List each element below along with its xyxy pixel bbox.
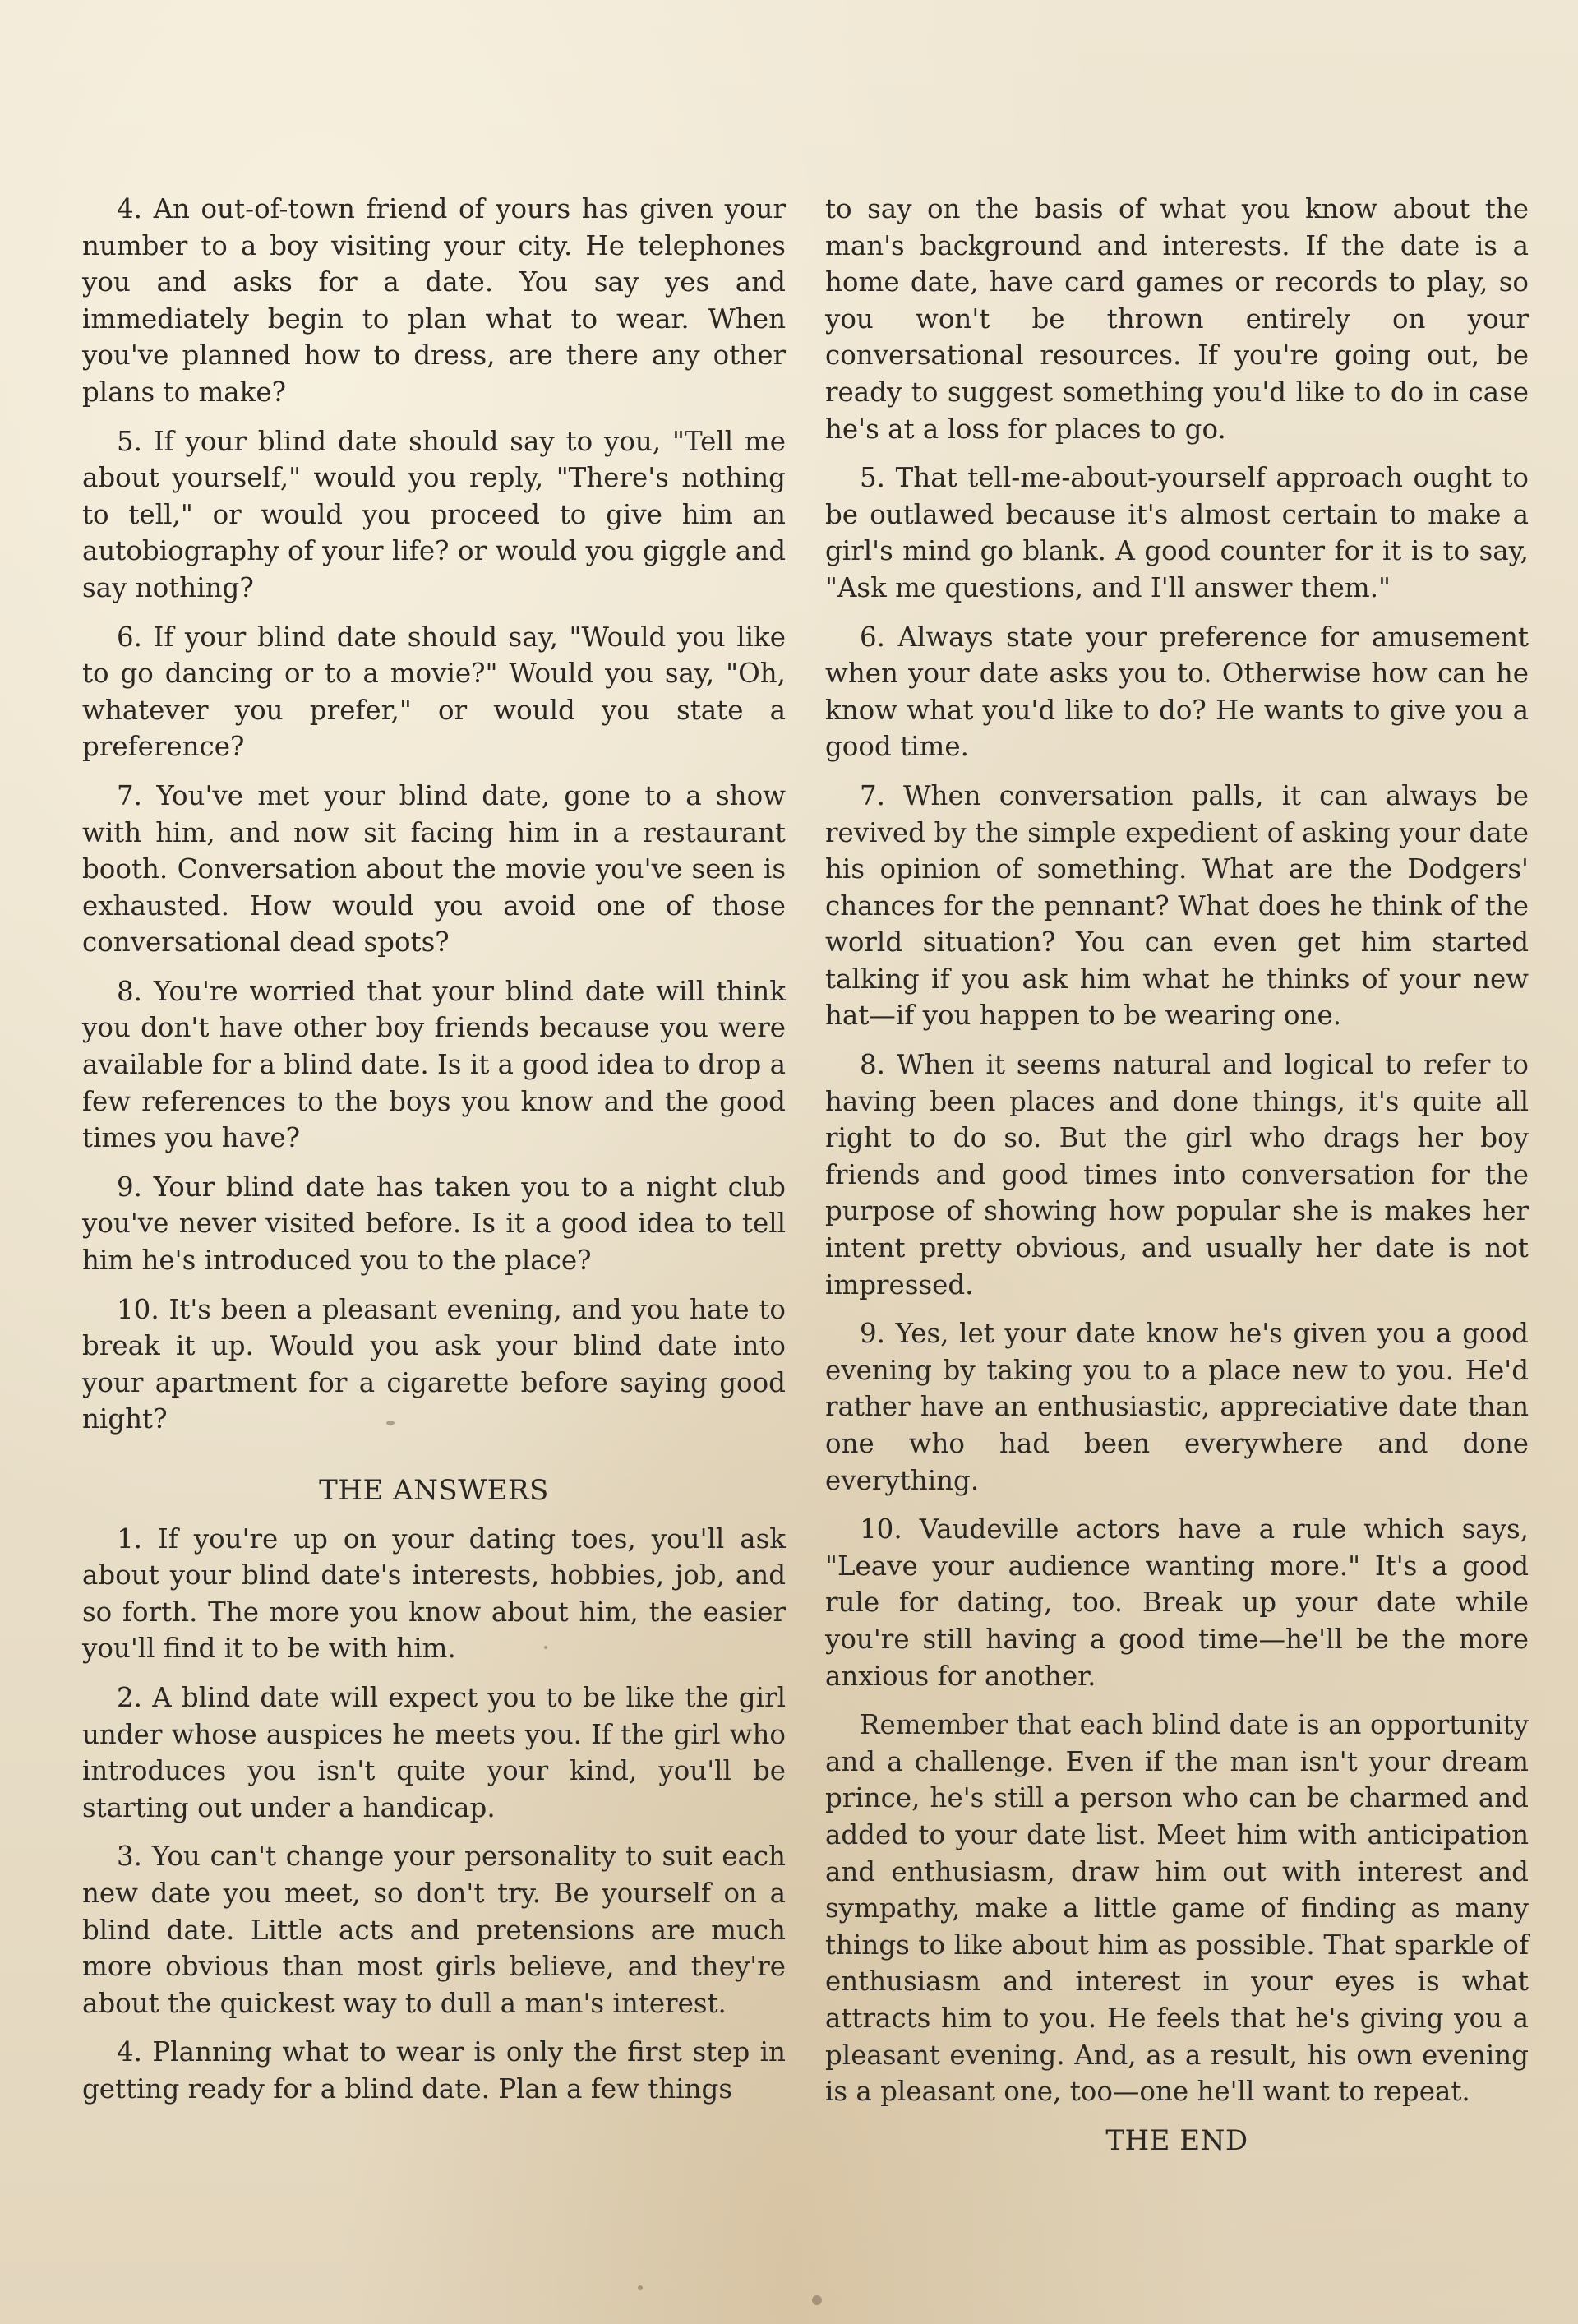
question-9: 9. Your blind date has taken you to a night club you've never visited before. Is it a good idea to tell him he's introduced you to the place? — [82, 1171, 786, 1277]
answer-1: 1. If you're up on your dating toes, you'll ask about your blind date's interests, hobbies, job, and so forth. The more you know about him, the easier you'll find it to be with him. — [82, 1522, 786, 1665]
answer-10: 10. Vaudeville actors have a rule which says, "Leave your audience wanting more." It's a good rule for dating, too. Break up your date while you're still having a good time—he'll be the more anxious for another. — [825, 1513, 1529, 1692]
answer-4-continuation: to say on the basis of what you know about the man's background and interests. If the date is a home date, have card games or records to play, so you won't be thrown entirely on your conversational resources. If you're going out, be ready to suggest something you'd like to do in case he's at a loss for places to go. — [825, 193, 1529, 445]
paper-speck — [812, 2295, 822, 2305]
the-end-label: THE END — [1105, 2123, 1248, 2157]
question-10: 10. It's been a pleasant evening, and you hate to break it up. Would you ask your blind date into your apartment for a cigarette before saying good night? — [82, 1293, 786, 1435]
question-7: 7. You've met your blind date, gone to a show with him, and now sit facing him in a restaurant booth. Conversation about the movie you've seen is exhausted. How would you avoid one of those conversational dead spots? — [82, 779, 786, 959]
paper-speck — [386, 1421, 394, 1425]
question-5: 5. If your blind date should say to you, "Tell me about yourself," would you reply, "There's nothing to tell," or would you proceed to give him an autobiography of your life? or would you giggle and say nothing? — [82, 425, 786, 603]
right-column — [825, 191, 1529, 2159]
answer-2: 2. A blind date will expect you to be like the girl under whose auspices he meets you. If the girl who introduces you isn't quite your kind, you'll be starting out under a handicap. — [82, 1681, 786, 1823]
paper-speck — [638, 2285, 643, 2290]
answers-heading: THE ANSWERS — [319, 1474, 549, 1507]
answer-3: 3. You can't change your personality to suit each new date you meet, so don't try. Be yourself on a blind date. Little acts and pretensions are much more obvious than most girls believe, and they're about the quickest way to dull a man's interest. — [82, 1841, 786, 2019]
answer-7: 7. When conversation palls, it can always be revived by the simple expedient of asking your date his opinion of something. What are the Dodgers' chances for the pennant? What does he think of the world situation? You can even get him started talking if you ask him what he thinks of your new hat—if you happen to be wearing one. — [825, 779, 1529, 1032]
question-6: 6. If your blind date should say, "Would you like to go dancing or to a movie?" Would you say, "Oh, whatever you prefer," or would you state a preference? — [82, 621, 786, 763]
answer-5: 5. That tell-me-about-yourself approach ought to be outlawed because it's almost certain to make a girl's mind go blank. A good counter for it is to say, "Ask me questions, and I'll answer them." — [825, 462, 1529, 603]
answer-4-start: 4. Planning what to wear is only the first step in getting ready for a blind date. Plan a few things — [82, 2036, 786, 2105]
question-8: 8. You're worried that your blind date will think you don't have other boy friends because you were available for a blind date. Is it a good idea to drop a few references to the boys you know and the good times you have? — [82, 975, 786, 1154]
answer-9: 9. Yes, let your date know he's given you a good evening by taking you to a place new to you. He'd rather have an enthusiastic, appreciative date than one who had been everywhere and done everything. — [825, 1318, 1529, 1496]
answer-8: 8. When it seems natural and logical to refer to having been places and done things, it's quite all right to do so. But the girl who drags her boy friends and good times into conversation for the purpose of showing how popular she is makes her intent pretty obvious, and usually her date is not impressed. — [825, 1049, 1529, 1301]
paper-speck — [544, 1646, 547, 1649]
question-4: 4. An out-of-town friend of yours has given your number to a boy visiting your city. He telephones you and asks for a date. You say yes and immediately begin to plan what to wear. When you've planned how to dress, are there any other plans to make? — [82, 193, 786, 408]
closing-paragraph: Remember that each blind date is an opportunity and a challenge. Even if the man isn't your dream prince, he's still a person who can be charmed and added to your date list. Meet him with anticipation and enthusiasm, draw him out with interest and sympathy, make a little game of finding as many things to like about him as possible. That sparkle of enthusiasm and interest in your eyes is what attracts him to you. He feels that he's giving you a pleasant evening. And, as a result, his own evening is a pleasant one, too—one he'll want to repeat. — [825, 1709, 1529, 2108]
answer-6: 6. Always state your preference for amusement when your date asks you to. Otherwise how can he know what you'd like to do? He wants to give you a good time. — [825, 621, 1529, 763]
left-column — [82, 191, 786, 2120]
